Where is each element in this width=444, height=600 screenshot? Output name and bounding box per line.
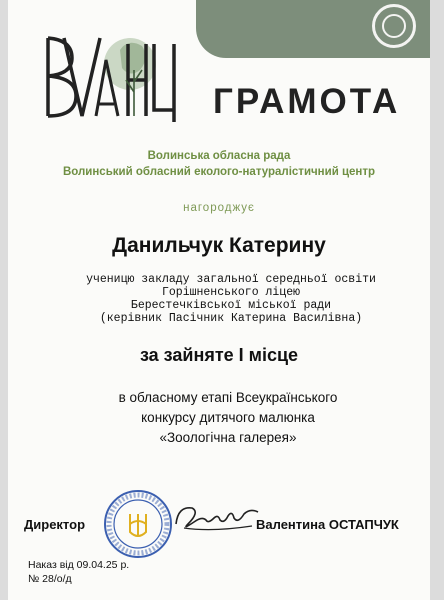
contest-description — [68, 388, 388, 448]
place-awarded: за зайняте І місце — [139, 345, 299, 365]
organization-logo — [42, 30, 182, 126]
order-reference — [28, 558, 129, 586]
concentric-circles-icon — [372, 4, 416, 48]
order-date: Наказ від 09.04.25 р. — [28, 559, 130, 571]
description-line: Горішненського ліцею — [161, 286, 301, 299]
certificate-title: ГРАМОТА — [213, 82, 401, 121]
certificate-sheet — [8, 0, 430, 600]
handwritten-signature — [172, 498, 262, 538]
organization-line-2: Волинський обласний еколого-натуралістичний центр — [62, 166, 376, 178]
description-line: ученицю закладу загальної середньої освіти — [86, 273, 376, 286]
order-number: № 28/о/д — [28, 573, 72, 585]
official-seal-stamp — [102, 488, 174, 560]
description-line: (керівник Пасічник Катерина Василівна) — [99, 312, 363, 325]
organization-line-1: Волинська обласна рада — [147, 150, 291, 162]
contest-line: в обласному етапі Всеукраїнського — [118, 390, 338, 405]
description-line: Берестечківської міської ради — [130, 299, 332, 312]
contest-line: «Зоологічна галерея» — [159, 430, 297, 445]
header-band — [196, 0, 430, 58]
recipient-name: Данильчук Катерину — [112, 234, 326, 257]
signer-name: Валентина ОСТАПЧУК — [256, 517, 399, 532]
recipient-description — [66, 273, 396, 325]
contest-line: конкурсу дитячого малюнка — [141, 410, 315, 425]
director-label: Директор — [24, 517, 86, 532]
awards-text: нагороджує — [183, 202, 255, 214]
